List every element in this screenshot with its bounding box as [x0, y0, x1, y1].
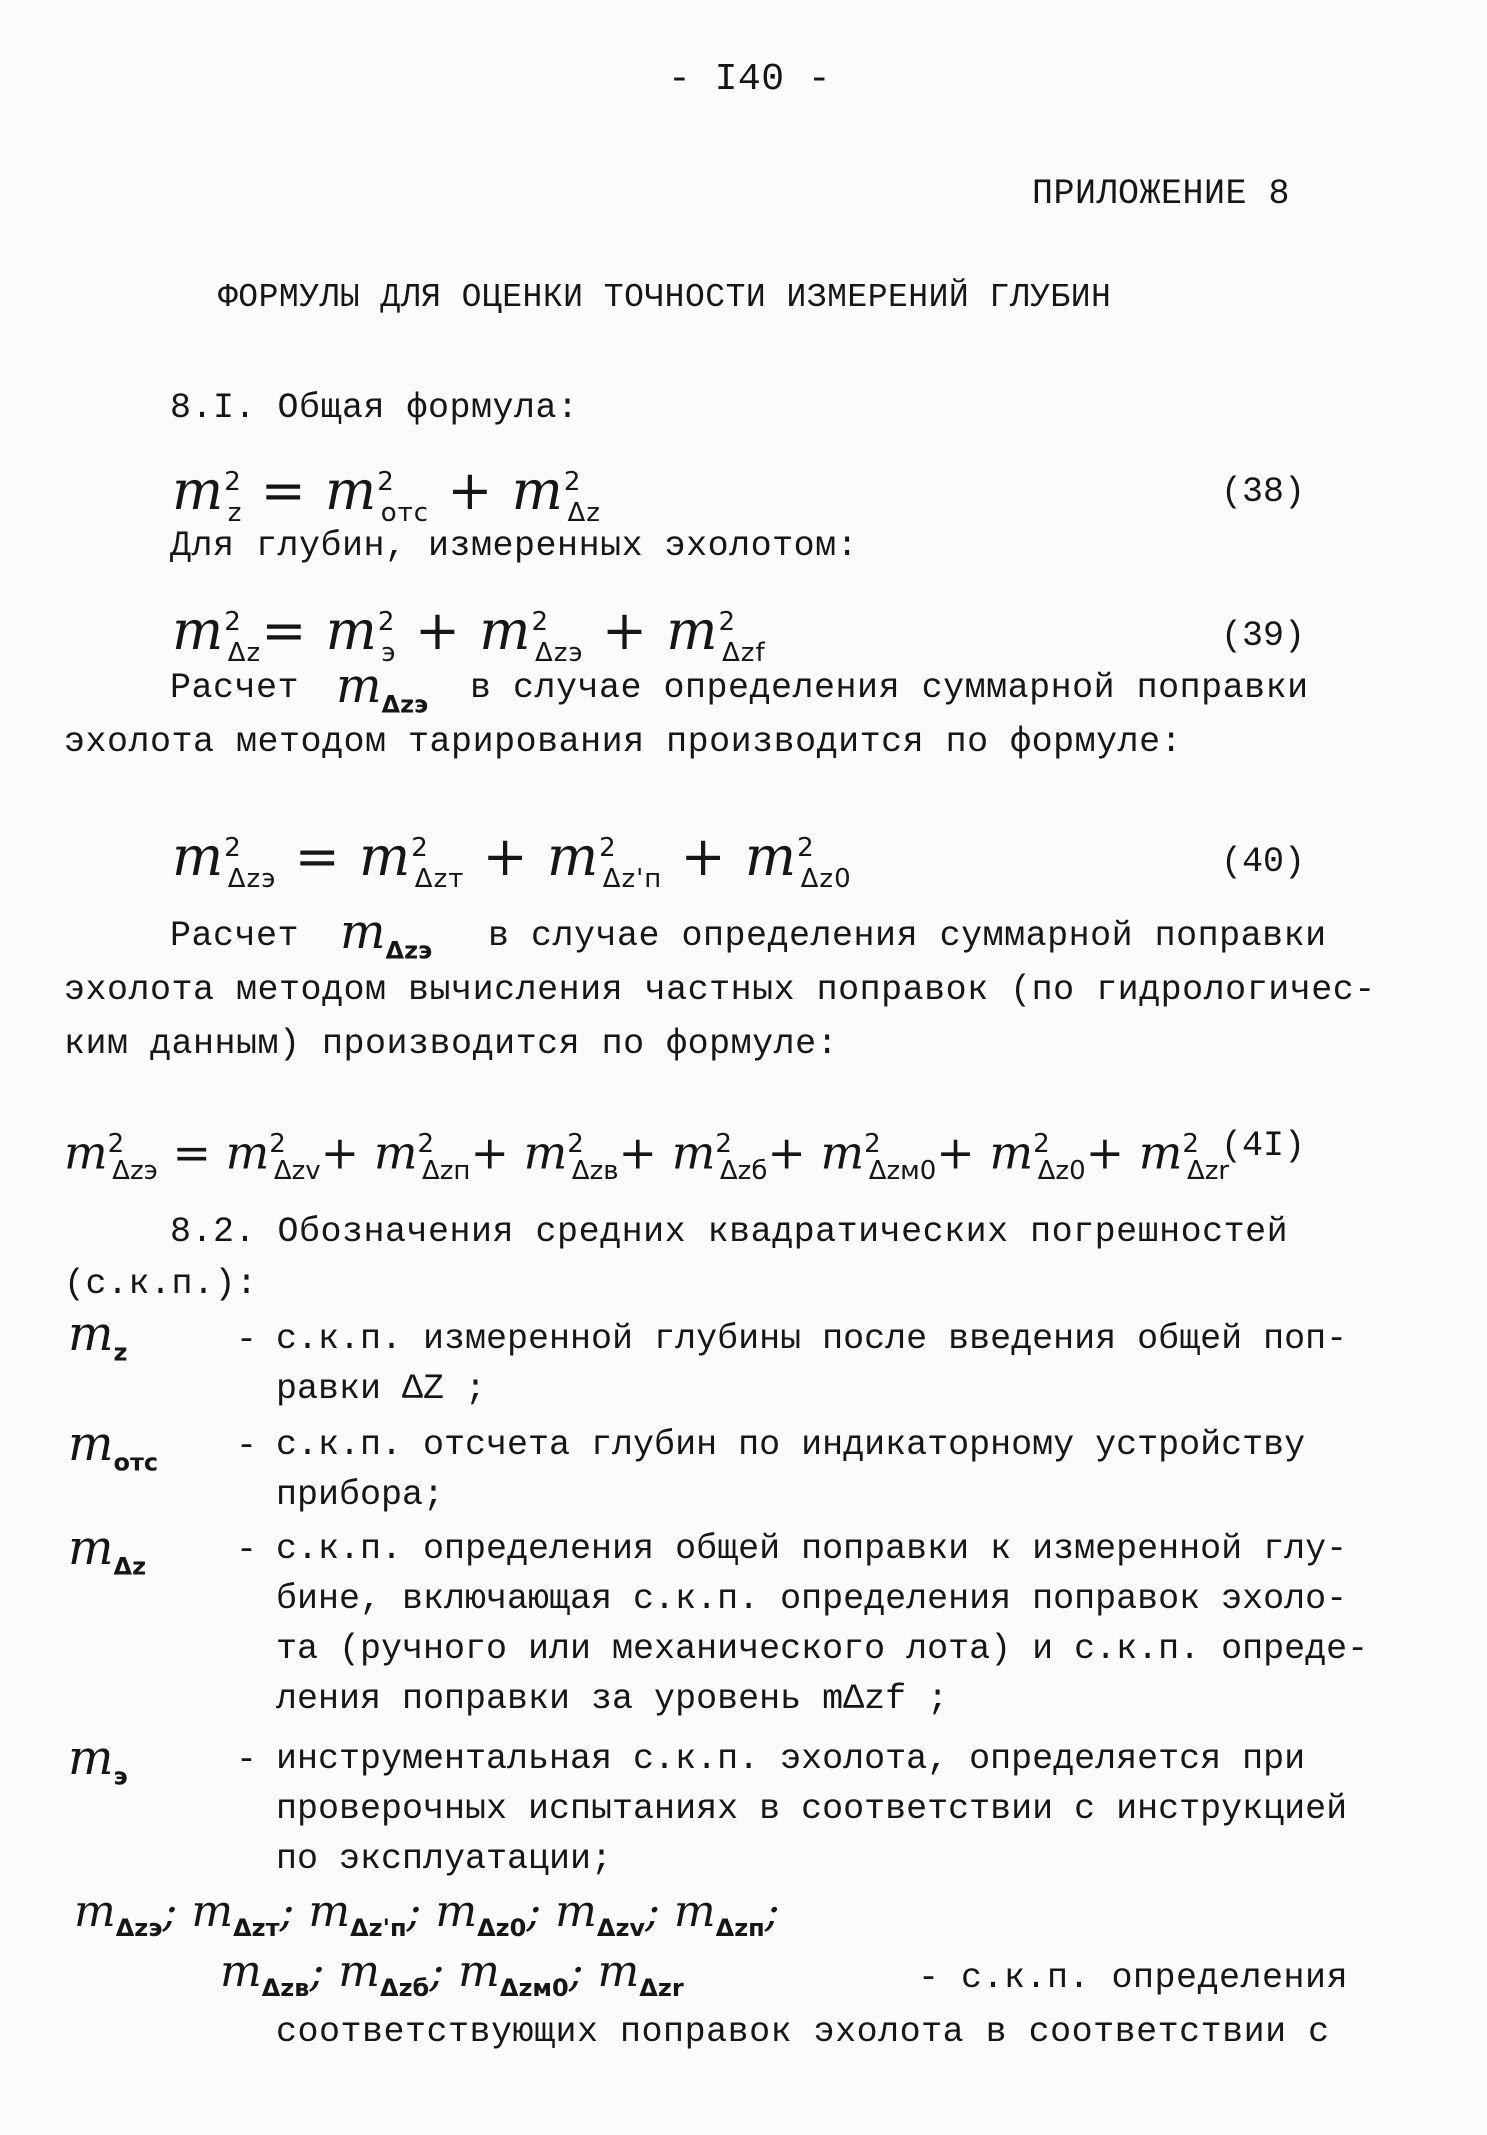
- para1-line2: эхолота методом тарирования производится по формуле:: [64, 722, 1183, 762]
- def-text-mdz: [276, 1524, 1396, 1724]
- equation-40: $m^2_{\Delta zэ} = m^2_{\Delta zт} + m^2_{\Delta z'п} + m^2_{\Delta z0}$: [172, 825, 852, 894]
- def-line: с.к.п. измеренной глубины после введения общей поп-: [276, 1319, 1348, 1359]
- def-line: с.к.п. отсчета глубин по индикаторному устройству: [276, 1425, 1306, 1465]
- def-text-mz: [276, 1314, 1396, 1414]
- def-line: равки ΔZ ;: [276, 1369, 487, 1409]
- equation-38: $m^2_z = m^2_{отс} + m^2_{\Delta z}$: [172, 459, 601, 528]
- def-line: прибора;: [276, 1475, 445, 1515]
- para1-line1-end: в случае определения суммарной поправки: [470, 668, 1309, 708]
- section-8-2-line2: (с.к.п.):: [64, 1264, 258, 1304]
- page-title: ФОРМУЛЫ ДЛЯ ОЦЕНКИ ТОЧНОСТИ ИЗМЕРЕНИЙ ГЛУБИН: [218, 279, 1112, 316]
- para2-line3: ким данным) производится по формуле:: [64, 1024, 839, 1064]
- last-def-text2: соответствующих поправок эхолота в соответствии с: [276, 2012, 1330, 2052]
- last-def-symbols-line2: $m_{\Delta zв}$; $m_{\Delta zб}$; $m_{\Delta zм0}$; $m_{\Delta zr}$: [220, 1946, 684, 2002]
- def-symbol-me: $m_э$: [68, 1730, 128, 1791]
- def-line: бине, включающая с.к.п. определения поправок эхоло-: [276, 1579, 1348, 1619]
- def-symbol-mz: $m_z$: [68, 1306, 128, 1367]
- def-symbol-motc: $m_{отс}$: [68, 1416, 159, 1477]
- equation-40-number: (40): [1220, 842, 1305, 882]
- def-line: по эксплуатации;: [276, 1839, 613, 1879]
- appendix-label: ПРИЛОЖЕНИЕ 8: [1032, 174, 1291, 214]
- para1-line1-start: Расчет: [170, 668, 300, 708]
- section-8-2-line1: 8.2. Обозначения средних квадратических погрешностей: [170, 1212, 1289, 1252]
- def-dash: -: [236, 1740, 258, 1780]
- para2-symbol: $m_{\Delta zэ}$: [340, 904, 433, 965]
- def-symbol-mdz: $m_{\Delta z}$: [68, 1520, 147, 1581]
- para2-line2: эхолота методом вычисления частных поправок (по гидрологичес-: [64, 970, 1376, 1010]
- def-dash: -: [236, 1530, 258, 1570]
- equation-38-number: (38): [1220, 472, 1305, 512]
- def-line: инструментальная с.к.п. эхолота, определяется при: [276, 1739, 1306, 1779]
- section-8-1-heading: 8.I. Общая формула:: [170, 388, 579, 428]
- last-def-text1: - с.к.п. определения: [918, 1958, 1349, 1998]
- def-text-me: [276, 1734, 1396, 1884]
- def-text-motc: [276, 1420, 1396, 1520]
- equation-39: $m^2_{\Delta z}= m^2_э + m^2_{\Delta zэ} + m^2_{\Delta zf}$: [172, 599, 766, 668]
- equation-41: $m^2_{\Delta zэ} = m^2_{\Delta zv}+ m^2_{\Delta zп}+ m^2_{\Delta zв}+ m^2_{\Delta zб}+ m^2_{\Delta zм0}+ m^2_{\Delta z0}+ m^2_{\Delta zr}$: [64, 1125, 1230, 1186]
- def-dash: -: [236, 1320, 258, 1360]
- page-number: - I40 -: [668, 58, 832, 101]
- equation-41-number: (4I): [1220, 1126, 1305, 1166]
- echo-sounder-intro: Для глубин, измеренных эхолотом:: [170, 526, 859, 566]
- def-dash: -: [236, 1426, 258, 1466]
- def-line: проверочных испытаниях в соответствии с инструкцией: [276, 1789, 1348, 1829]
- def-line: ления поправки за уровень mΔzf ;: [276, 1679, 949, 1719]
- para1-symbol: $m_{\Delta zэ}$: [336, 658, 429, 719]
- para2-line1-end: в случае определения суммарной поправки: [488, 916, 1327, 956]
- def-line: с.к.п. определения общей поправки к измеренной глу-: [276, 1529, 1348, 1569]
- equation-39-number: (39): [1220, 616, 1305, 656]
- para2-line1-start: Расчет: [170, 916, 300, 956]
- last-def-symbols-line1: $m_{\Delta zэ}$; $m_{\Delta zт}$; $m_{\Delta z'п}$; $m_{\Delta z0}$; $m_{\Delta zv}$; $m_{\Delta zп}$;: [74, 1886, 780, 1942]
- def-line: та (ручного или механического лота) и с.к.п. опреде-: [276, 1629, 1369, 1669]
